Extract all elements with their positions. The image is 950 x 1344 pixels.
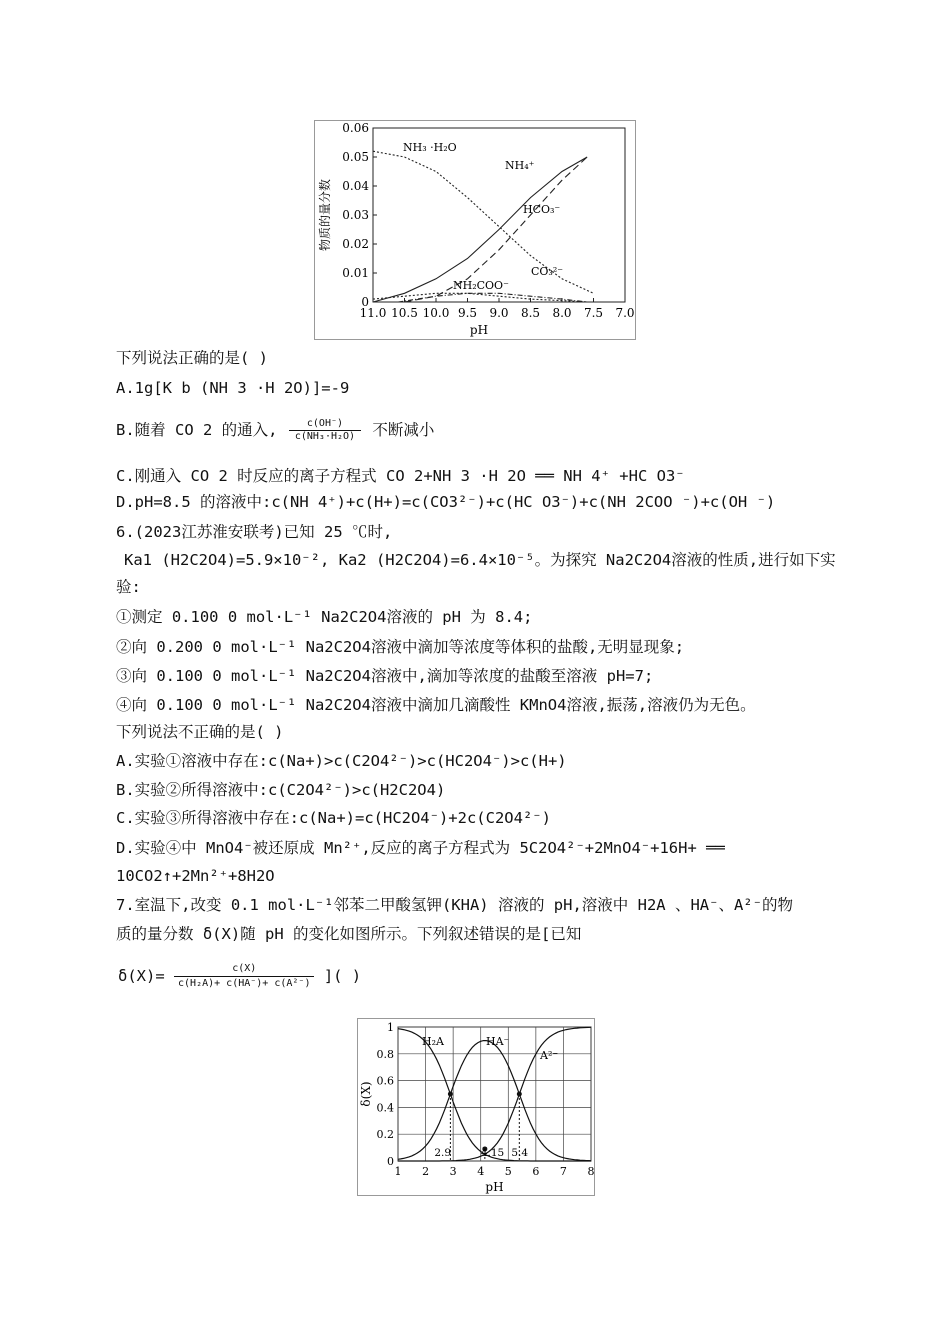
q7-line-2: 质的量分数 δ(X)随 pH 的变化如图所示。下列叙述错误的是[已知 (116, 925, 582, 943)
x-tick-label: 6 (532, 1165, 540, 1178)
q6-option-d: D.实验④中 MnO4⁻被还原成 Mn²⁺,反应的离子方程式为 5C2O4²⁻+2MnO4⁻+16H+ ══ (116, 839, 725, 857)
series-label: H₂A (422, 1035, 444, 1048)
y-tick-label: 0.05 (342, 150, 369, 164)
y-tick-label: 0 (361, 295, 369, 309)
x-tick-label: 11.0 (359, 306, 387, 320)
q5-option-d: D.pH=8.5 的溶液中:c(NH 4⁺)+c(H+)=c(CO3²⁻)+c(HC O3⁻)+c(NH 2COO ⁻)+c(OH ⁻) (116, 493, 776, 511)
x-tick-label: 1 (394, 1165, 402, 1178)
series-line-h2a (398, 1029, 591, 1161)
q5-option-b-post: 不断减小 (372, 421, 435, 439)
y-tick-label: 0.06 (342, 121, 369, 135)
q6-exp-2: ②向 0.200 0 mol·L⁻¹ Na2C2O4溶液中滴加等浓度等体积的盐酸,无明显现象; (116, 638, 685, 656)
x-tick-label: 10.5 (391, 306, 418, 320)
figure-delta-x (357, 1018, 595, 1196)
series-label: NH₃ ·H₂O (403, 141, 457, 154)
q7-formula (118, 962, 361, 991)
q5-option-a: A.1g[K b (NH 3 ·H 2O)]=-9 (116, 379, 350, 397)
q6-option-c: C.实验③所得溶液中存在:c(Na+)=c(HC2O4⁻)+2c(C2O4²⁻) (116, 809, 551, 827)
q5-b-denominator: c(NH₃·H₂O) (294, 431, 356, 442)
y-tick-label: 0.6 (376, 1074, 394, 1088)
q6-exp-4: ④向 0.100 0 mol·L⁻¹ Na2C2O4溶液中滴加几滴酸性 KMnO4溶液,振荡,溶液仍为无色。 (116, 696, 756, 714)
q6-stem: 下列说法不正确的是( ) (116, 723, 284, 741)
annotation-label: 2.9 (434, 1147, 452, 1159)
annotation-label: 4.15 (480, 1147, 505, 1159)
x-tick-label: 9.0 (489, 306, 509, 320)
x-tick-label: 5 (504, 1165, 512, 1178)
q6-option-d-cont: 10CO2↑+2Mn²⁺+8H2O (116, 867, 275, 885)
chart-delta-x (358, 1019, 594, 1195)
series-label: HA⁻ (486, 1035, 510, 1048)
q6-exp-3: ③向 0.100 0 mol·L⁻¹ Na2C2O4溶液中,滴加等浓度的盐酸至溶液 pH=7; (116, 667, 654, 685)
y-tick-label: 0.02 (342, 237, 369, 251)
q5-stem: 下列说法正确的是( ) (116, 349, 268, 367)
x-tick-label: 7 (559, 1165, 567, 1178)
plot-frame (373, 128, 625, 302)
q7-formula-lhs: δ(X)= (118, 967, 165, 985)
x-axis-label: pH (485, 1180, 504, 1194)
figure-ammonia-distribution (314, 120, 636, 340)
q6-ka-cont: 验: (116, 578, 141, 596)
y-tick-label: 0.8 (376, 1047, 394, 1061)
y-tick-label: 1 (387, 1021, 394, 1034)
q7-formula-numerator: c(X) (174, 962, 314, 977)
series-label: NH₄⁺ (505, 159, 535, 172)
q5-option-b-pre: B.随着 CO 2 的通入, (116, 421, 278, 439)
q6-title: 6.(2023江苏淮安联考)已知 25 ℃时, (116, 523, 393, 541)
annotation-label: 5.4 (511, 1147, 529, 1159)
q6-ka: Ka1 (H2C2O4)=5.9×10⁻², Ka2 (H2C2O4)=6.4×10⁻⁵。为探究 Na2C2O4溶液的性质,进行如下实 (124, 551, 836, 569)
y-tick-label: 0.03 (342, 208, 369, 222)
x-tick-label: 3 (449, 1165, 457, 1178)
q7-line-1: 7.室温下,改变 0.1 mol·L⁻¹邻苯二甲酸氢钾(KHA) 溶液的 pH,溶液中 H2A 、HA⁻、A²⁻的物 (116, 896, 793, 914)
q7-formula-denominator: c(H₂A)+ c(HA⁻)+ c(A²⁻) (178, 978, 311, 989)
y-tick-label: 0 (387, 1155, 394, 1168)
q7-formula-fraction (174, 962, 314, 991)
series-label: A²⁻ (540, 1049, 559, 1062)
series-label: HCO₃⁻ (523, 203, 561, 216)
y-tick-label: 0.04 (342, 179, 369, 193)
series-line-ha (398, 1041, 591, 1161)
chart-ammonia-distribution (315, 121, 635, 339)
q5-option-b (116, 418, 434, 443)
x-tick-label: 7.0 (615, 306, 635, 320)
q6-option-a: A.实验①溶液中存在:c(Na+)>c(C2O4²⁻)>c(HC2O4⁻)>c(H+) (116, 752, 567, 770)
x-tick-label: 10.0 (422, 306, 450, 320)
x-tick-label: 8.5 (520, 306, 541, 320)
y-tick-label: 0.01 (342, 266, 369, 280)
x-tick-label: 9.5 (457, 306, 478, 320)
x-tick-label: 8 (587, 1165, 594, 1178)
y-axis-label: δ(X) (359, 1081, 373, 1107)
y-axis-label: 物质的量分数 (318, 178, 332, 252)
x-tick-label: 4 (477, 1165, 485, 1178)
q6-exp-1: ①测定 0.100 0 mol·L⁻¹ Na2C2O4溶液的 pH 为 8.4; (116, 608, 533, 626)
q6-option-b: B.实验②所得溶液中:c(C2O4²⁻)>c(H2C2O4) (116, 781, 446, 799)
x-tick-label: 8.0 (552, 306, 572, 320)
x-tick-label: 7.5 (583, 306, 604, 320)
q7-formula-rhs: ]( ) (323, 967, 362, 985)
x-tick-label: 2 (422, 1165, 430, 1178)
series-label: CO₃²⁻ (531, 265, 564, 278)
series-label: NH₂COO⁻ (453, 279, 509, 292)
q5-option-b-fraction (289, 418, 361, 443)
y-tick-label: 0.2 (376, 1128, 394, 1142)
q5-option-c: C.刚通入 CO 2 时反应的离子方程式 CO 2+NH 3 ·H 2O ══ NH 4⁺ +HC O3⁻ (116, 467, 685, 485)
x-axis-label: pH (469, 323, 489, 337)
q5-b-numerator: c(OH⁻) (289, 418, 361, 431)
y-tick-label: 0.4 (376, 1101, 394, 1115)
